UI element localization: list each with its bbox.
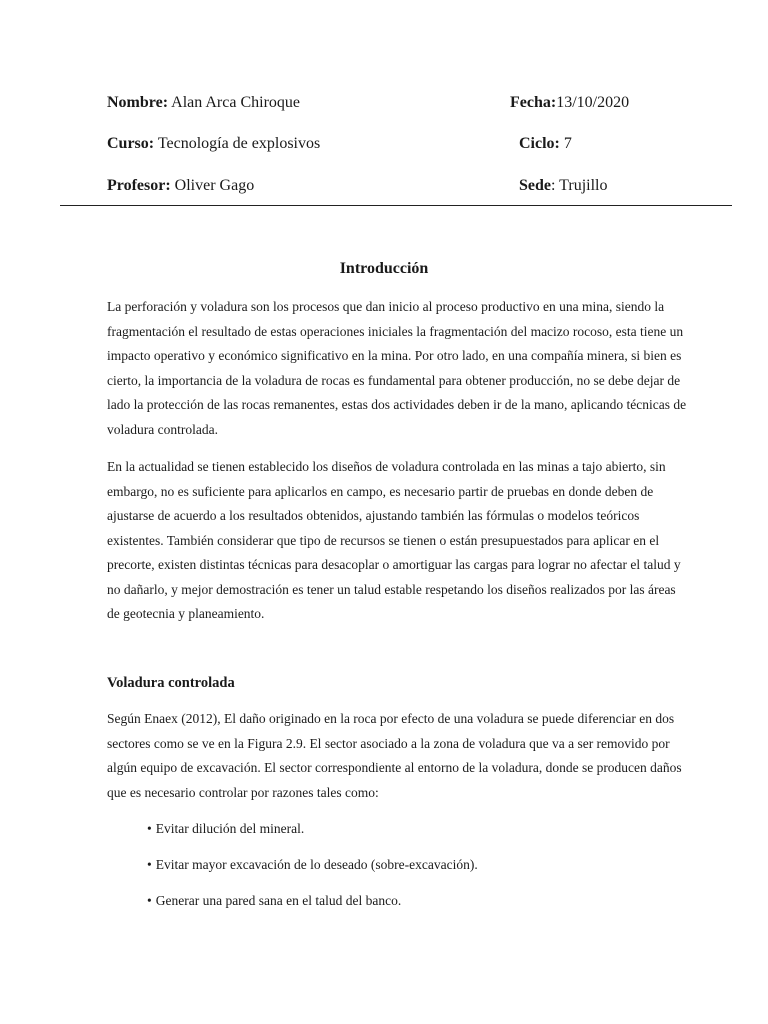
site-value: : Trujillo bbox=[551, 177, 608, 194]
intro-title: Introducción bbox=[339, 260, 429, 277]
bullet-icon: • bbox=[147, 821, 152, 836]
section-heading: Voladura controlada bbox=[107, 675, 235, 691]
course-value: Tecnología de explosivos bbox=[157, 135, 321, 152]
course bbox=[107, 133, 320, 155]
date-value: 13/10/2020 bbox=[556, 94, 630, 111]
teacher bbox=[107, 175, 254, 197]
site bbox=[519, 175, 607, 197]
section-paragraph: Según Enaex (2012), El daño originado en la roca por efecto de una voladura se puede diferenciar en dos sectores como se ve en la Figura 2.9. El sector asociado a la zona de voladura que va a ser removido por algún equipo de excavación. El sector correspondiente al entorno de la voladura, donde se producen daños que es necesario controlar por razones tales como: bbox=[107, 711, 682, 800]
name-value: Alan Arca Chiroque bbox=[171, 94, 301, 111]
name-label: Nombre: bbox=[107, 94, 169, 111]
cycle-label: Ciclo: bbox=[519, 135, 560, 152]
cycle-value: 7 bbox=[563, 135, 572, 152]
header-row-teacher bbox=[107, 175, 707, 197]
intro-paragraph-2: En la actualidad se tienen establecido los diseños de voladura controlada en las minas a tajo abierto, sin embargo, no es suficiente para aplicarlos en campo, es necesario partir de pruebas en donde deben de ajustarse de acuerdo a los resultados obtenidos, ajustando también las fórmulas o modelos teóricos existentes. También considerar que tipo de recursos se tienen o están presupuestados para aplicar en el precorte, existen distintas técnicas para desacoplar o amortiguar las cargas para lograr no afectar el talud y no dañarlo, y mejor demostración es tener un talud estable respetando los diseños realizados por las áreas de geotecnia y planeamiento. bbox=[107, 459, 681, 621]
bullet-item bbox=[147, 819, 304, 839]
bullet-icon: • bbox=[147, 893, 152, 908]
cycle bbox=[519, 133, 572, 155]
date bbox=[510, 92, 629, 114]
intro-paragraph-1: La perforación y voladura son los procesos que dan inicio al proceso productivo en una mina, siendo la fragmentación el resultado de estas operaciones iniciales la fragmentación del macizo rocoso, esta tiene un impacto operativo y económico significativo en la mina. Por otro lado, en una compañía minera, si bien es cierto, la importancia de la voladura de rocas es fundamental para obtener producción, no se debe dejar de lado la protección de las rocas remanentes, estas dos actividades deben ir de la mano, aplicando técnicas de voladura controlada. bbox=[107, 299, 687, 437]
teacher-value: Oliver Gago bbox=[174, 177, 255, 194]
teacher-label: Profesor: bbox=[107, 177, 171, 194]
header-row-name bbox=[107, 92, 707, 114]
student-name bbox=[107, 92, 300, 114]
bullet-item bbox=[147, 855, 478, 875]
date-label: Fecha: bbox=[510, 94, 557, 111]
bullet-item bbox=[147, 891, 401, 911]
bullet-icon: • bbox=[147, 857, 152, 872]
bullet-text: Generar una pared sana en el talud del banco. bbox=[155, 893, 402, 908]
site-label: Sede bbox=[519, 177, 551, 194]
header-divider bbox=[60, 205, 732, 206]
bullet-text: Evitar mayor excavación de lo deseado (sobre-excavación). bbox=[155, 857, 478, 872]
header-row-course bbox=[107, 133, 707, 155]
course-label: Curso: bbox=[107, 135, 155, 152]
bullet-text: Evitar dilución del mineral. bbox=[155, 821, 305, 836]
